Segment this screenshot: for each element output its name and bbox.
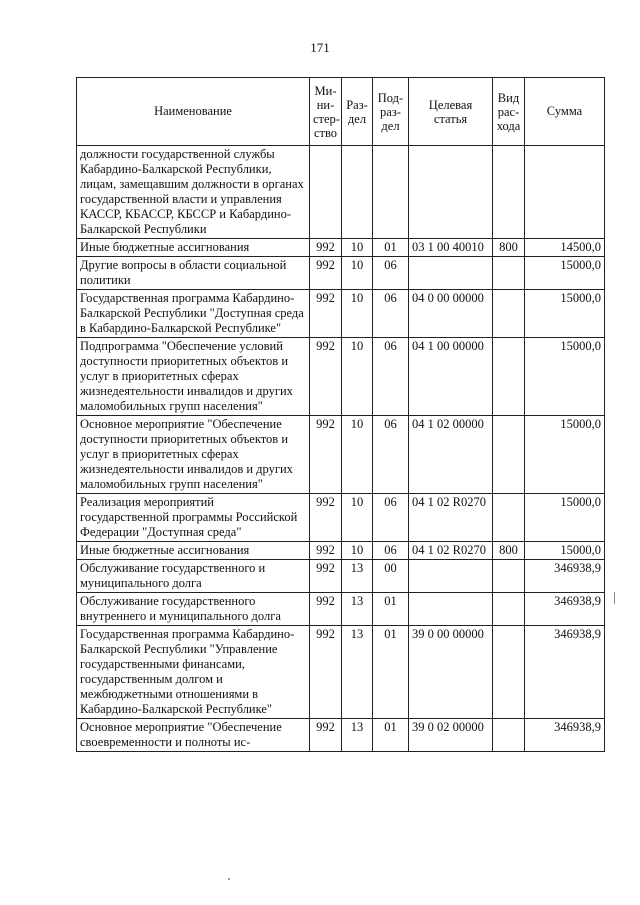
table-row — [77, 290, 605, 338]
header-row — [77, 78, 605, 146]
cell-name: Государственная программа Кабардино-Балкарской Республики "Управление государственными финансами, государственным долгом и межбюджетными отношениями в Кабардино-Балкарской Республике" — [77, 626, 310, 719]
cell-target: 04 1 02 R0270 — [409, 542, 493, 560]
cell-subsection: 06 — [373, 338, 409, 416]
cell-target — [409, 593, 493, 626]
cell-ministry: 992 — [310, 593, 342, 626]
cell-section: 13 — [342, 719, 373, 752]
cell-ministry: 992 — [310, 719, 342, 752]
cell-expense-type — [493, 593, 525, 626]
cell-ministry: 992 — [310, 560, 342, 593]
cell-name: должности государственной службы Кабардино-Балкарской Республики, лицам, замещавшим должности в органах государственной власти и управления КАССР, КБАССР, КБССР и Кабардино-Балкарской Республики — [77, 146, 310, 239]
cell-subsection: 01 — [373, 626, 409, 719]
cell-sum — [525, 146, 605, 239]
cell-section: 13 — [342, 593, 373, 626]
cell-sum: 346938,9 — [525, 560, 605, 593]
header-name: Наименование — [77, 78, 310, 146]
cell-subsection: 01 — [373, 593, 409, 626]
header-section: Раз- дел — [342, 78, 373, 146]
cell-target — [409, 560, 493, 593]
table-row — [77, 719, 605, 752]
cell-subsection: 06 — [373, 416, 409, 494]
cell-subsection: 00 — [373, 560, 409, 593]
header-expense-type: Вид рас- хода — [493, 78, 525, 146]
cell-expense-type — [493, 416, 525, 494]
cell-target — [409, 257, 493, 290]
cell-target: 04 1 00 00000 — [409, 338, 493, 416]
header-ministry: Ми- ни- стер- ство — [310, 78, 342, 146]
cell-sum: 15000,0 — [525, 542, 605, 560]
cell-section: 10 — [342, 494, 373, 542]
cell-ministry: 992 — [310, 494, 342, 542]
cell-name: Иные бюджетные ассигнования — [77, 542, 310, 560]
cell-section: 13 — [342, 626, 373, 719]
cell-name: Основное мероприятие "Обеспечение доступности приоритетных объектов и услуг в приоритетных сферах жизнедеятельности инвалидов и других маломобильных групп населения" — [77, 416, 310, 494]
cell-expense-type — [493, 257, 525, 290]
cell-name: Обслуживание государственного и муниципального долга — [77, 560, 310, 593]
cell-expense-type: 800 — [493, 239, 525, 257]
header-subsection: Под- раз- дел — [373, 78, 409, 146]
page-number: 171 — [310, 40, 330, 55]
table-row — [77, 416, 605, 494]
table-row — [77, 593, 605, 626]
cell-name: Основное мероприятие "Обеспечение своевременности и полноты ис- — [77, 719, 310, 752]
cell-expense-type: 800 — [493, 542, 525, 560]
cell-subsection: 06 — [373, 290, 409, 338]
scan-dot — [228, 878, 230, 880]
cell-ministry: 992 — [310, 338, 342, 416]
cell-subsection — [373, 146, 409, 239]
header-sum: Сумма — [525, 78, 605, 146]
cell-sum: 15000,0 — [525, 494, 605, 542]
cell-expense-type — [493, 560, 525, 593]
cell-name: Подпрограмма "Обеспечение условий доступности приоритетных объектов и услуг в приоритетных сферах жизнедеятельности инвалидов и других маломобильных групп населения" — [77, 338, 310, 416]
cell-expense-type — [493, 626, 525, 719]
cell-ministry: 992 — [310, 257, 342, 290]
cell-section: 10 — [342, 542, 373, 560]
cell-target: 03 1 00 40010 — [409, 239, 493, 257]
cell-name: Реализация мероприятий государственной программы Российской Федерации "Доступная среда" — [77, 494, 310, 542]
cell-section: 10 — [342, 416, 373, 494]
cell-section: 10 — [342, 257, 373, 290]
cell-expense-type — [493, 290, 525, 338]
cell-ministry: 992 — [310, 416, 342, 494]
cell-name: Другие вопросы в области социальной политики — [77, 257, 310, 290]
table-row — [77, 239, 605, 257]
cell-target: 04 0 00 00000 — [409, 290, 493, 338]
cell-ministry — [310, 146, 342, 239]
cell-subsection: 06 — [373, 494, 409, 542]
cell-subsection: 01 — [373, 719, 409, 752]
cell-section: 13 — [342, 560, 373, 593]
table-row — [77, 494, 605, 542]
cell-expense-type — [493, 494, 525, 542]
cell-target: 39 0 00 00000 — [409, 626, 493, 719]
budget-table — [76, 77, 605, 752]
cell-section: 10 — [342, 338, 373, 416]
cell-ministry: 992 — [310, 542, 342, 560]
cell-name: Государственная программа Кабардино-Балкарской Республики "Доступная среда в Кабардино-Балкарской Республике" — [77, 290, 310, 338]
cell-target: 04 1 02 00000 — [409, 416, 493, 494]
cell-expense-type — [493, 338, 525, 416]
cell-subsection: 01 — [373, 239, 409, 257]
table-row — [77, 560, 605, 593]
cell-sum: 15000,0 — [525, 338, 605, 416]
cell-sum: 14500,0 — [525, 239, 605, 257]
cell-sum: 15000,0 — [525, 290, 605, 338]
table-row — [77, 626, 605, 719]
table-row — [77, 146, 605, 239]
cell-sum: 346938,9 — [525, 626, 605, 719]
cell-sum: 346938,9 — [525, 593, 605, 626]
table-row — [77, 542, 605, 560]
cell-expense-type — [493, 146, 525, 239]
scan-mark — [614, 592, 615, 604]
cell-sum: 346938,9 — [525, 719, 605, 752]
cell-target: 04 1 02 R0270 — [409, 494, 493, 542]
cell-section: 10 — [342, 290, 373, 338]
cell-target: 39 0 02 00000 — [409, 719, 493, 752]
cell-target — [409, 146, 493, 239]
cell-expense-type — [493, 719, 525, 752]
cell-subsection: 06 — [373, 257, 409, 290]
table-row — [77, 338, 605, 416]
cell-ministry: 992 — [310, 626, 342, 719]
cell-ministry: 992 — [310, 239, 342, 257]
cell-sum: 15000,0 — [525, 416, 605, 494]
cell-sum: 15000,0 — [525, 257, 605, 290]
cell-section — [342, 146, 373, 239]
table-row — [77, 257, 605, 290]
cell-name: Иные бюджетные ассигнования — [77, 239, 310, 257]
header-target: Целевая статья — [409, 78, 493, 146]
cell-ministry: 992 — [310, 290, 342, 338]
cell-name: Обслуживание государственного внутреннего и муниципального долга — [77, 593, 310, 626]
cell-subsection: 06 — [373, 542, 409, 560]
cell-section: 10 — [342, 239, 373, 257]
